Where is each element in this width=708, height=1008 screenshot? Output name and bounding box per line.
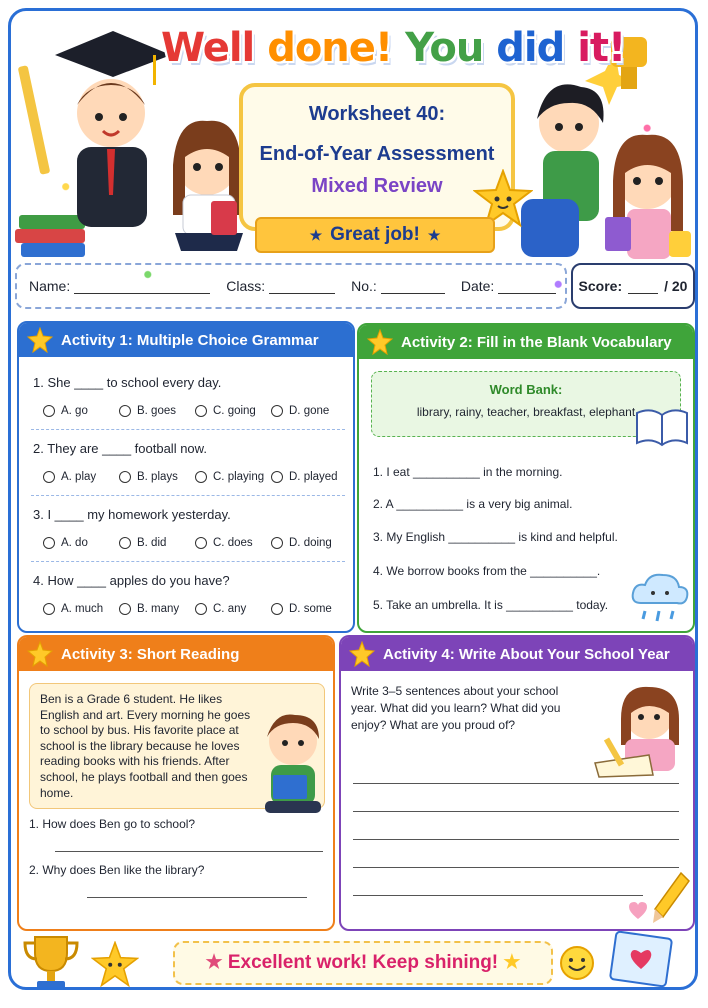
heart-icon (627, 901, 649, 921)
answer-option[interactable] (195, 603, 271, 615)
class-label: Class: (226, 278, 266, 294)
answer-option[interactable] (43, 405, 119, 417)
divider (31, 561, 345, 562)
answer-option[interactable] (271, 471, 347, 483)
divider (31, 495, 345, 496)
question-text: 3. I ____ my homework yesterday. (33, 507, 231, 522)
banner-word: You (405, 25, 484, 71)
name-label: Name: (29, 278, 71, 294)
option-label: D. some (289, 603, 332, 615)
reading-question: 1. How does Ben go to school? (29, 817, 196, 831)
answer-option[interactable] (43, 537, 119, 549)
banner-word: did (496, 25, 565, 71)
option-label: C. going (213, 405, 256, 417)
star-icon (367, 329, 393, 355)
open-book-icon (633, 405, 691, 447)
option-label: D. doing (289, 537, 332, 549)
activity-4-title: Activity 4: Write About Your School Year (383, 645, 670, 663)
worksheet-number: Worksheet 40: (308, 103, 446, 125)
answer-option[interactable] (119, 603, 195, 615)
radio-button[interactable] (119, 471, 131, 483)
radio-button[interactable] (195, 471, 207, 483)
radio-button[interactable] (43, 471, 55, 483)
date-label: Date: (460, 278, 495, 294)
answer-option[interactable] (119, 405, 195, 417)
activity-1-section (17, 321, 355, 633)
activity-3-title: Activity 3: Short Reading (61, 645, 240, 663)
activity-4-header (341, 637, 693, 671)
reading-question: 2. Why does Ben like the library? (29, 863, 205, 877)
rain-cloud-icon (629, 569, 691, 625)
answer-option[interactable] (119, 537, 195, 549)
option-label: A. play (61, 471, 97, 483)
answer-option[interactable] (119, 471, 195, 483)
fill-item: 4. We borrow books from the __________. (373, 564, 601, 578)
option-label: A. much (61, 603, 104, 615)
class-field[interactable] (269, 279, 335, 294)
number-field[interactable] (381, 279, 445, 294)
answer-option[interactable] (43, 603, 119, 615)
congrats-banner (161, 25, 626, 71)
name-field[interactable] (74, 279, 210, 294)
answer-options (43, 471, 347, 483)
footer-banner (173, 941, 553, 985)
score-field[interactable] (628, 279, 658, 294)
option-label: A. go (61, 405, 88, 417)
radio-button[interactable] (43, 537, 55, 549)
answer-line[interactable] (87, 897, 307, 898)
activity-3-section (17, 635, 335, 931)
activity-2-header (359, 325, 693, 359)
star-icon: ★ (427, 227, 441, 243)
divider (31, 429, 345, 430)
question-text: 1. She ____ to school every day. (33, 375, 222, 390)
answer-option[interactable] (271, 603, 347, 615)
option-label: C. does (213, 537, 253, 549)
footer-text: Excellent work! Keep shining! (227, 952, 499, 973)
worksheet-page (8, 8, 698, 990)
answer-line[interactable] (55, 851, 323, 852)
activity-2-section (357, 323, 695, 633)
option-label: A. do (61, 537, 88, 549)
banner-word: Well (161, 25, 255, 71)
fill-item: 2. A __________ is a very big animal. (373, 497, 573, 511)
fill-item: 5. Take an umbrella. It is __________ today. (373, 598, 609, 612)
star-icon: ★ (205, 952, 228, 973)
banner-word: done! (267, 25, 393, 71)
worksheet-subtitle: Mixed Review (311, 175, 443, 197)
star-icon: ★ (498, 952, 521, 973)
option-label: B. many (137, 603, 180, 615)
fill-item: 1. I eat __________ in the morning. (373, 465, 563, 479)
radio-button[interactable] (119, 405, 131, 417)
radio-button[interactable] (119, 537, 131, 549)
answer-options (43, 603, 347, 615)
writing-line[interactable] (353, 839, 679, 840)
star-icon (27, 641, 53, 667)
activity-1-header (19, 323, 353, 357)
student-info-row (15, 263, 567, 309)
radio-button[interactable] (271, 471, 283, 483)
score-label: Score: (578, 278, 623, 294)
trophy-icon (21, 933, 81, 990)
word-bank-title: Word Bank: (489, 382, 563, 397)
writing-line[interactable] (353, 867, 679, 868)
answer-options (43, 537, 347, 549)
radio-button[interactable] (43, 603, 55, 615)
answer-option[interactable] (195, 405, 271, 417)
writing-line[interactable] (353, 783, 679, 784)
word-bank-words: library, rainy, teacher, breakfast, elephant (416, 405, 636, 419)
radio-button[interactable] (195, 405, 207, 417)
activity-2-title: Activity 2: Fill in the Blank Vocabulary (401, 333, 672, 351)
answer-option[interactable] (271, 405, 347, 417)
banner-word: it! (577, 25, 626, 71)
radio-button[interactable] (271, 603, 283, 615)
notebook-icon (607, 931, 677, 987)
radio-button[interactable] (195, 537, 207, 549)
option-label: B. did (137, 537, 167, 549)
date-field[interactable] (498, 279, 556, 294)
option-label: C. playing (213, 471, 265, 483)
score-total: / 20 (664, 278, 688, 294)
answer-options (43, 405, 347, 417)
radio-button[interactable] (119, 603, 131, 615)
great-job-ribbon (255, 217, 495, 253)
smiley-face-icon (559, 945, 595, 981)
option-label: D. gone (289, 405, 330, 417)
star-icon: ★ (309, 227, 323, 243)
answer-option[interactable] (195, 471, 271, 483)
boy-reading-illustration (255, 707, 331, 815)
fill-item: 3. My English __________ is kind and helpful. (373, 530, 618, 544)
answer-option[interactable] (271, 537, 347, 549)
radio-button[interactable] (43, 405, 55, 417)
star-icon (27, 327, 53, 353)
girl-writing-illustration (591, 675, 689, 779)
activity-3-header (19, 637, 333, 671)
worksheet-title: End-of-Year Assessment (259, 143, 495, 165)
writing-line[interactable] (353, 811, 679, 812)
passage-text: Ben is a Grade 6 student. He likes English and art. Every morning he goes to school by bus. His favorite place at school is the library because he loves reading books with his friends. After school, he plays football and then goes home. (40, 692, 251, 800)
writing-line[interactable] (353, 895, 643, 896)
option-label: D. played (289, 471, 338, 483)
ribbon-text: Great job! (330, 224, 420, 245)
answer-option[interactable] (43, 471, 119, 483)
radio-button[interactable] (195, 603, 207, 615)
activity-4-section (339, 635, 695, 931)
option-label: B. goes (137, 405, 176, 417)
number-label: No.: (351, 278, 377, 294)
answer-option[interactable] (195, 537, 271, 549)
star-mascot-icon (91, 941, 139, 987)
star-icon (349, 641, 375, 667)
writing-prompt: Write 3–5 sentences about your school year. What did you learn? What did you enjoy? What are you proud of? (351, 684, 561, 732)
question-text: 4. How ____ apples do you have? (33, 573, 230, 588)
activity-1-title: Activity 1: Multiple Choice Grammar (61, 331, 319, 349)
radio-button[interactable] (271, 405, 283, 417)
pencil-icon (651, 871, 691, 927)
score-box (571, 263, 695, 309)
question-text: 2. They are ____ football now. (33, 441, 207, 456)
option-label: B. plays (137, 471, 178, 483)
option-label: C. any (213, 603, 247, 615)
radio-button[interactable] (271, 537, 283, 549)
